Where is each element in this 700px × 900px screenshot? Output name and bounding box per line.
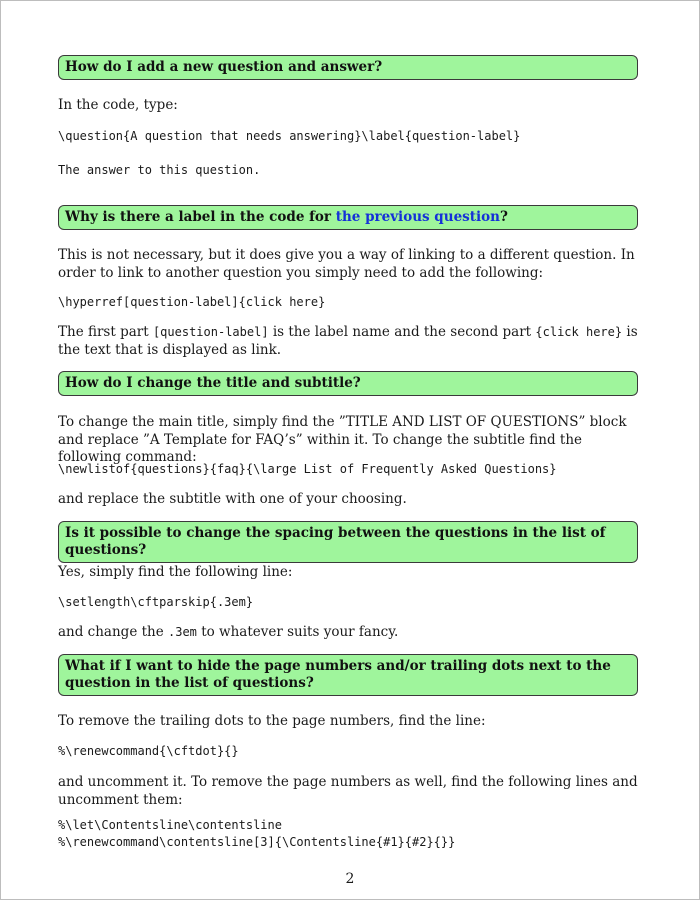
question-title: How do I change the title and subtitle?	[65, 375, 361, 391]
paragraph: and replace the subtitle with one of your choosing.	[58, 491, 407, 507]
code-line: \newlistof{questions}{faq}{\large List of Frequently Asked Questions}	[58, 462, 557, 476]
text: is the label name and the second part	[268, 324, 536, 340]
code-line: %\renewcommand{\cftdot}{}	[58, 744, 239, 758]
paragraph: To change the main title, simply find the ”TITLE AND LIST OF QUESTIONS” block and replace ”A Template for FAQ’s” within it. To change the subtitle find the following command:	[58, 414, 627, 465]
text: and change the	[58, 624, 168, 640]
paragraph: In the code, type:	[58, 97, 178, 113]
paragraph	[58, 624, 642, 642]
question-box-title	[58, 371, 638, 396]
inline-code: [question-label]	[152, 325, 269, 339]
question-title: Why is there a label in the code for	[65, 209, 336, 225]
code-line: \hyperref[question-label]{click here}	[58, 295, 326, 309]
paragraph: To remove the trailing dots to the page numbers, find the line:	[58, 713, 486, 729]
paragraph: and uncomment it. To remove the page numbers as well, find the following lines and uncomment them:	[58, 774, 638, 808]
text: is the text that is displayed as link.	[58, 324, 638, 358]
inline-code: .3em	[168, 625, 197, 639]
code-line: %\let\Contentsline\contentsline	[58, 818, 282, 832]
question-title-suffix: ?	[499, 209, 508, 225]
code-line: The answer to this question.	[58, 163, 261, 177]
question-box-spacing	[58, 521, 638, 563]
question-title: What if I want to hide the page numbers and/or trailing dots next to the question in the list of questions?	[65, 658, 611, 691]
inline-code: {click here}	[535, 325, 623, 339]
paragraph	[58, 324, 642, 359]
page-number: 2	[345, 871, 355, 887]
code-line: %\renewcommand\contentsline[3]{\Contentsline{#1}{#2}{}}	[58, 835, 456, 849]
code-line: \setlength\cftparskip{.3em}	[58, 595, 254, 609]
text: The first part	[58, 324, 153, 340]
question-box-add-question	[58, 55, 638, 80]
question-title: How do I add a new question and answer?	[65, 59, 383, 75]
question-title: Is it possible to change the spacing between the questions in the list of questions?	[65, 525, 606, 558]
question-box-label	[58, 205, 638, 230]
paragraph: This is not necessary, but it does give you a way of linking to a different question. In order to link to another question you simply need to add the following:	[58, 247, 635, 281]
question-box-page-numbers	[58, 654, 638, 696]
text: to whatever suits your fancy.	[196, 624, 399, 640]
code-line: \question{A question that needs answering}\label{question-label}	[58, 129, 521, 143]
previous-question-link[interactable]: the previous question	[335, 209, 500, 225]
paragraph: Yes, simply find the following line:	[58, 564, 293, 580]
